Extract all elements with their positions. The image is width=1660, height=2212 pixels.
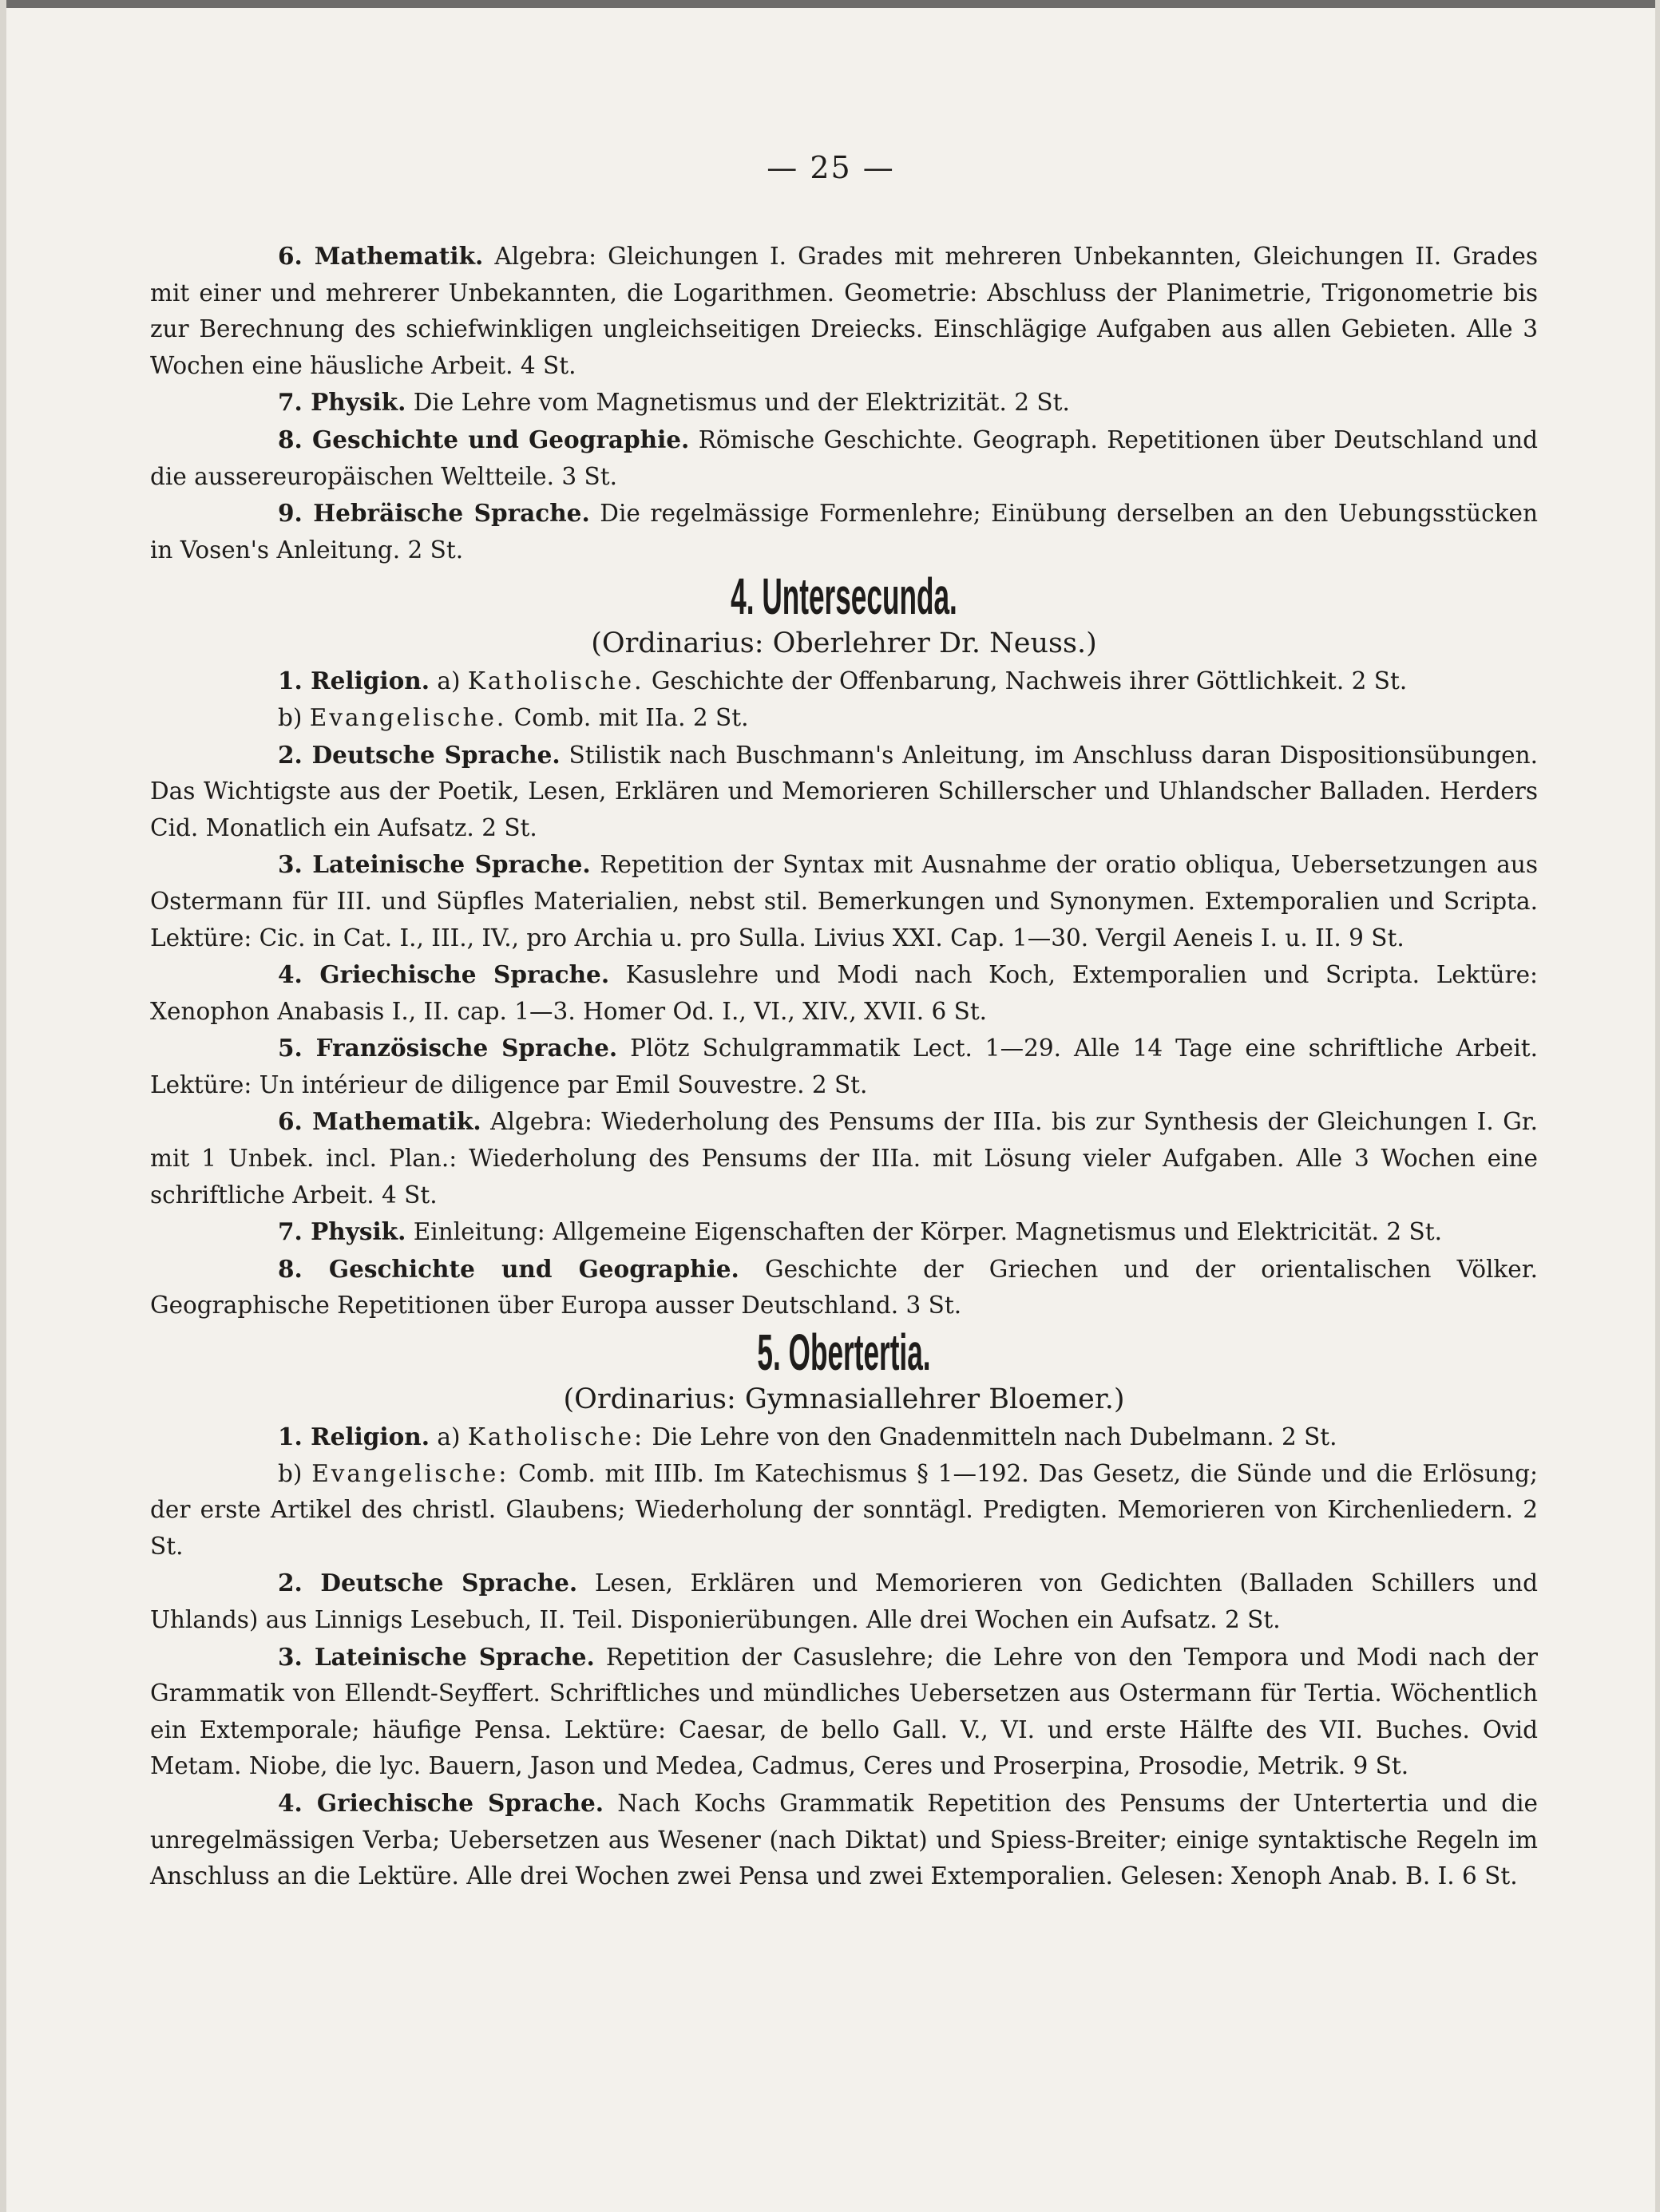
subject-text: Stilistik nach Buschmann's Anleitung, im Anschluss daran Dispositionsübungen. Das Wichtigste aus der Poetik, Lesen, Erklären und Memorieren Schillerscher und Uhlandscher Balladen. Herders Cid. Monatlich ein Aufsatz. 2 St. — [150, 741, 1538, 841]
subject-title: 3. Lateinische Sprache. — [278, 850, 591, 879]
ordinarius-obertertia: (Ordinarius: Gymnasiallehrer Bloemer.) — [563, 1383, 1125, 1416]
section-heading-obertertia: 5. Obertertia. — [757, 1324, 931, 1382]
paragraph-geschichte-4 — [150, 1251, 1538, 1324]
paragraph-griechisch-4 — [150, 956, 1538, 1030]
subject-text: Lesen, Erklären und Memorieren von Gedichten (Balladen Schillers und Uhlands) aus Linnigs Lesebuch, II. Teil. Disponierübungen. Alle drei Wochen ein Aufsatz. 2 St. — [150, 1569, 1538, 1633]
subject-text: Repetition der Casuslehre; die Lehre von den Tempora und Modi nach der Grammatik von Ellendt-Seyffert. Schriftliches und mündliches Uebersetzen aus Ostermann für Tertia. Wöchentlich ein Extemporale; häufige Pensa. Lektüre: Caesar, de bello Gall. V., VI. und erste Hälfte des VII. Buches. Ovid Metam. Niobe, die lyc. Bauern, Jason und Medea, Cadmus, Ceres und Proserpina, Prosodie, Metrik. 9 St. — [150, 1643, 1538, 1780]
subject-title: 6. Mathematik. — [278, 242, 484, 270]
item-prefix: a) — [430, 1423, 468, 1451]
subject-text: Plötz Schulgrammatik Lect. 1—29. Alle 14 Tage eine schriftliche Arbeit. Lektüre: Un intérieur de diligence par Emil Souvestre. 2 St. — [150, 1035, 1538, 1098]
subject-title: 1. Religion. — [278, 667, 430, 695]
subject-title: 8. Geschichte und Geographie. — [278, 425, 690, 453]
subject-title: 2. Deutsche Sprache. — [278, 1569, 578, 1597]
subject-title: 9. Hebräische Sprache. — [278, 499, 590, 528]
subject-text: Die Lehre von den Gnadenmitteln nach Dubelmann. 2 St. — [644, 1423, 1337, 1451]
subject-text: Die regelmässige Formenlehre; Einübung derselben an den Uebungsstücken in Vosen's Anleitung. 2 St. — [150, 500, 1538, 564]
section-heading-untersecunda: 4. Untersecunda. — [731, 568, 957, 626]
confession-label: Katholische: — [467, 1423, 645, 1451]
subject-text: Kasuslehre und Modi nach Koch, Extemporalien und Scripta. Lektüre: Xenophon Anabasis I., II. cap. 1—3. Homer Od. I., VI., XIV., XVII. 6 St. — [150, 961, 1538, 1025]
paragraph-hebraeisch-3 — [150, 495, 1538, 568]
page-content — [150, 238, 1538, 1895]
paragraph-physik-4 — [150, 1213, 1538, 1251]
confession-label: Evangelische. — [309, 703, 507, 731]
subject-title: 4. Griechische Sprache. — [278, 960, 610, 989]
paragraph-religion-5b — [150, 1456, 1538, 1565]
subject-text: Comb. mit IIIb. Im Katechismus § 1—192. Das Gesetz, die Sünde und die Erlösung; der erste Artikel des christl. Glaubens; Wiederholung der sonntägl. Predigten. Memorieren von Kirchenliedern. 2 St. — [150, 1459, 1538, 1560]
document-page — [6, 0, 1655, 2212]
subject-text: Die Lehre vom Magnetismus und der Elektrizität. 2 St. — [406, 389, 1070, 417]
subject-text: Geschichte der Griechen und der orientalischen Völker. Geographische Repetitionen über Europa ausser Deutschland. 3 St. — [150, 1255, 1538, 1320]
subject-title: 7. Physik. — [278, 1217, 406, 1246]
item-prefix: a) — [430, 667, 468, 695]
paragraph-mathematik-4 — [150, 1103, 1538, 1213]
paragraph-religion-4a — [150, 663, 1538, 700]
subject-text: Einleitung: Allgemeine Eigenschaften der Körper. Magnetismus und Elektricität. 2 St. — [406, 1218, 1442, 1246]
paragraph-latein-5 — [150, 1639, 1538, 1785]
confession-label: Evangelische: — [311, 1459, 509, 1487]
paragraph-religion-5a — [150, 1419, 1538, 1456]
subject-title: 5. Französische Sprache. — [278, 1034, 618, 1062]
subject-title: 2. Deutsche Sprache. — [278, 740, 561, 769]
paragraph-franzoesisch-4 — [150, 1030, 1538, 1103]
item-prefix: b) — [278, 703, 310, 731]
paragraph-mathematik-3 — [150, 238, 1538, 384]
subject-text: Römische Geschichte. Geograph. Repetitionen über Deutschland und die aussereuropäischen Weltteile. 3 St. — [150, 425, 1538, 490]
paragraph-deutsch-5 — [150, 1565, 1538, 1638]
paragraph-deutsch-4 — [150, 737, 1538, 847]
subject-text: Geschichte der Offenbarung, Nachweis ihrer Göttlichkeit. 2 St. — [644, 667, 1408, 695]
subject-title: 3. Lateinische Sprache. — [278, 1642, 595, 1671]
subject-title: 7. Physik. — [278, 388, 406, 417]
subject-text: Repetition der Syntax mit Ausnahme der oratio obliqua, Uebersetzungen aus Ostermann für III. und Süpfles Materialien, nebst stil. Bemerkungen und Synonymen. Extemporalien und Scripta. Lektüre: Cic. in Cat. I., III., IV., pro Archia u. pro Sulla. Livius XXI. Cap. 1—30. Vergil Aeneis I. u. II. 9 St. — [150, 851, 1538, 952]
subject-title: 1. Religion. — [278, 1423, 430, 1451]
subject-text: Nach Kochs Grammatik Repetition des Pensums der Untertertia und die unregelmässigen Verba; Uebersetzen aus Wesener (nach Diktat) und Spiess-Breiter; einige syntaktische Regeln im Anschluss an die Lektüre. Alle drei Wochen zwei Pensa und zwei Extemporalien. Gelesen: Xenoph Anab. B. I. 6 St. — [150, 1789, 1538, 1890]
subject-title: 4. Griechische Sprache. — [278, 1788, 604, 1817]
page-number: — 25 — — [767, 150, 895, 185]
ordinarius-untersecunda: (Ordinarius: Oberlehrer Dr. Neuss.) — [591, 627, 1097, 660]
subject-text: Algebra: Wiederholung des Pensums der IIIa. bis zur Synthesis der Gleichungen I. Gr. mit 1 Unbek. incl. Plan.: Wiederholung des Pensums der IIIa. mit Lösung vieler Aufgaben. Alle 3 Wochen eine schriftliche Arbeit. 4 St. — [150, 1108, 1538, 1209]
confession-label: Katholische. — [467, 667, 644, 695]
subject-title: 6. Mathematik. — [278, 1107, 481, 1136]
paragraph-griechisch-5 — [150, 1785, 1538, 1895]
subject-text: Algebra: Gleichungen I. Grades mit mehreren Unbekannten, Gleichungen II. Grades mit einer und mehrerer Unbekannten, die Logarithmen. Geometrie: Abschluss der Planimetrie, Trigonometrie bis zur Berechnung des schiefwinkligen ungleichseitigen Dreiecks. Einschlägige Aufgaben aus allen Gebieten. Alle 3 Wochen eine häusliche Arbeit. 4 St. — [150, 243, 1538, 379]
subject-title: 8. Geschichte und Geographie. — [278, 1254, 739, 1283]
paragraph-geschichte-3 — [150, 421, 1538, 495]
paragraph-latein-4 — [150, 846, 1538, 956]
paragraph-religion-4b — [150, 700, 1538, 737]
subject-text: Comb. mit IIa. 2 St. — [506, 703, 749, 731]
item-prefix: b) — [278, 1459, 312, 1487]
paragraph-physik-3 — [150, 384, 1538, 421]
